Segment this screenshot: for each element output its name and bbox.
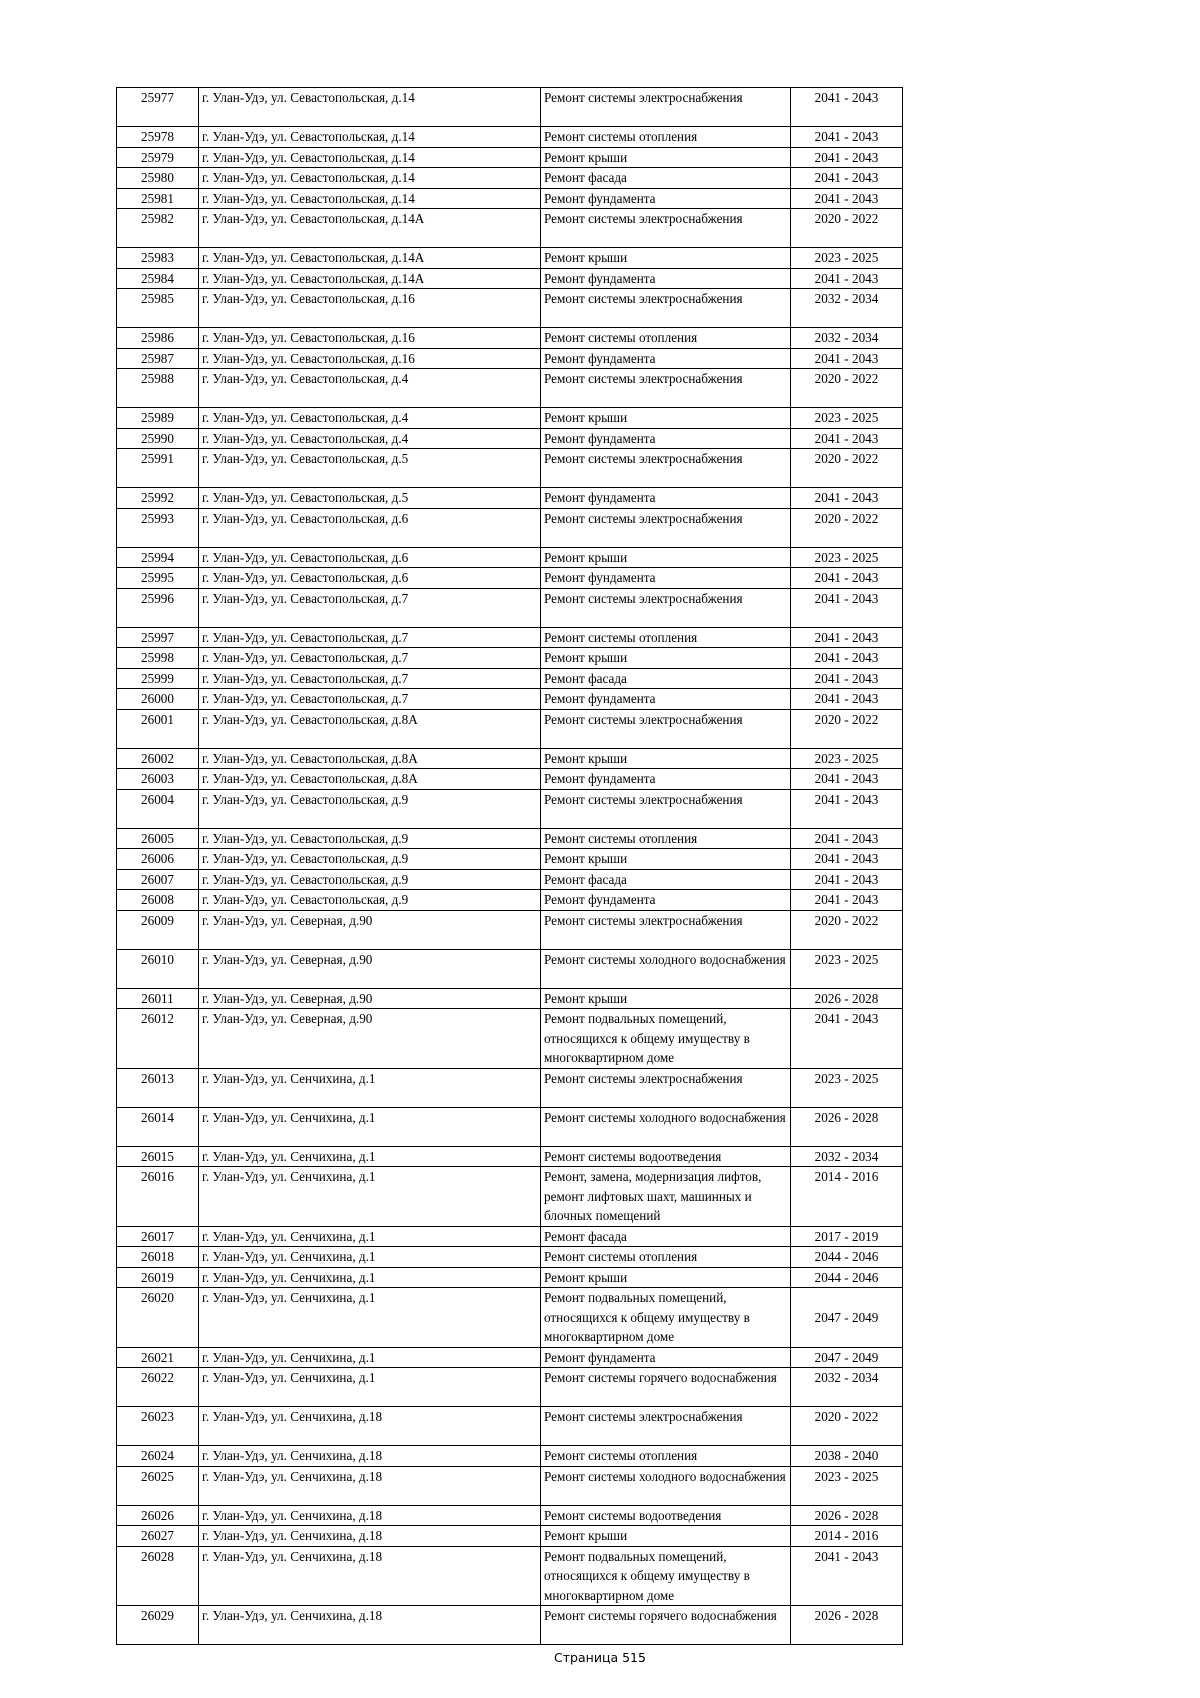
row-period: 2020 - 2022 bbox=[791, 709, 903, 748]
row-number: 26008 bbox=[117, 890, 199, 911]
row-period: 2041 - 2043 bbox=[791, 828, 903, 849]
row-period: 2041 - 2043 bbox=[791, 188, 903, 209]
row-work-type: Ремонт системы водоотведения bbox=[541, 1505, 791, 1526]
table-row bbox=[117, 869, 903, 890]
row-address: г. Улан-Удэ, ул. Севастопольская, д.4 bbox=[199, 369, 541, 408]
row-address: г. Улан-Удэ, ул. Сенчихина, д.1 bbox=[199, 1068, 541, 1107]
row-period: 2041 - 2043 bbox=[791, 127, 903, 148]
row-number: 25999 bbox=[117, 668, 199, 689]
table-row bbox=[117, 209, 903, 248]
row-address: г. Улан-Удэ, ул. Сенчихина, д.18 bbox=[199, 1407, 541, 1446]
row-address: г. Улан-Удэ, ул. Сенчихина, д.1 bbox=[199, 1226, 541, 1247]
row-number: 26016 bbox=[117, 1167, 199, 1227]
table-row bbox=[117, 1107, 903, 1146]
row-number: 26029 bbox=[117, 1606, 199, 1645]
table-row bbox=[117, 988, 903, 1009]
table-row bbox=[117, 849, 903, 870]
table-row bbox=[117, 147, 903, 168]
row-address: г. Улан-Удэ, ул. Северная, д.90 bbox=[199, 949, 541, 988]
row-work-type: Ремонт фундамента bbox=[541, 890, 791, 911]
row-work-type: Ремонт системы холодного водоснабжения bbox=[541, 1466, 791, 1505]
row-work-type: Ремонт фундамента bbox=[541, 428, 791, 449]
row-address: г. Улан-Удэ, ул. Сенчихина, д.1 bbox=[199, 1247, 541, 1268]
row-number: 25996 bbox=[117, 588, 199, 627]
row-work-type: Ремонт фундамента bbox=[541, 689, 791, 710]
row-number: 25986 bbox=[117, 328, 199, 349]
row-address: г. Улан-Удэ, ул. Севастопольская, д.8А bbox=[199, 709, 541, 748]
row-number: 25985 bbox=[117, 289, 199, 328]
row-address: г. Улан-Удэ, ул. Севастопольская, д.6 bbox=[199, 547, 541, 568]
row-work-type: Ремонт системы электроснабжения bbox=[541, 369, 791, 408]
table-row bbox=[117, 748, 903, 769]
table-row bbox=[117, 289, 903, 328]
row-number: 26006 bbox=[117, 849, 199, 870]
row-work-type: Ремонт крыши bbox=[541, 748, 791, 769]
row-number: 25979 bbox=[117, 147, 199, 168]
row-period: 2026 - 2028 bbox=[791, 988, 903, 1009]
row-number: 26020 bbox=[117, 1288, 199, 1348]
row-number: 26004 bbox=[117, 789, 199, 828]
row-period: 2041 - 2043 bbox=[791, 568, 903, 589]
row-work-type: Ремонт системы электроснабжения bbox=[541, 88, 791, 127]
row-work-type: Ремонт подвальных помещений, относящихся к общему имуществу в многоквартирном доме bbox=[541, 1288, 791, 1348]
table-body bbox=[117, 88, 903, 1645]
row-number: 26027 bbox=[117, 1526, 199, 1547]
row-number: 25989 bbox=[117, 408, 199, 429]
row-address: г. Улан-Удэ, ул. Севастопольская, д.6 bbox=[199, 568, 541, 589]
row-number: 25981 bbox=[117, 188, 199, 209]
row-address: г. Улан-Удэ, ул. Севастопольская, д.14А bbox=[199, 209, 541, 248]
table-row bbox=[117, 1226, 903, 1247]
row-number: 26003 bbox=[117, 769, 199, 790]
row-number: 25991 bbox=[117, 449, 199, 488]
row-work-type: Ремонт системы горячего водоснабжения bbox=[541, 1368, 791, 1407]
row-number: 26002 bbox=[117, 748, 199, 769]
row-work-type: Ремонт системы отопления bbox=[541, 627, 791, 648]
row-period: 2023 - 2025 bbox=[791, 547, 903, 568]
row-period: 2023 - 2025 bbox=[791, 748, 903, 769]
row-work-type: Ремонт крыши bbox=[541, 547, 791, 568]
table-row bbox=[117, 689, 903, 710]
row-work-type: Ремонт системы электроснабжения bbox=[541, 789, 791, 828]
row-work-type: Ремонт системы электроснабжения bbox=[541, 209, 791, 248]
row-number: 25997 bbox=[117, 627, 199, 648]
row-work-type: Ремонт крыши bbox=[541, 147, 791, 168]
row-address: г. Улан-Удэ, ул. Севастопольская, д.14 bbox=[199, 88, 541, 127]
row-address: г. Улан-Удэ, ул. Севастопольская, д.9 bbox=[199, 869, 541, 890]
row-work-type: Ремонт системы горячего водоснабжения bbox=[541, 1606, 791, 1645]
row-period: 2044 - 2046 bbox=[791, 1267, 903, 1288]
table-row bbox=[117, 627, 903, 648]
row-address: г. Улан-Удэ, ул. Севастопольская, д.5 bbox=[199, 449, 541, 488]
row-address: г. Улан-Удэ, ул. Севастопольская, д.7 bbox=[199, 689, 541, 710]
row-work-type: Ремонт крыши bbox=[541, 1267, 791, 1288]
row-address: г. Улан-Удэ, ул. Сенчихина, д.1 bbox=[199, 1167, 541, 1227]
table-row bbox=[117, 949, 903, 988]
table-row bbox=[117, 268, 903, 289]
table-row bbox=[117, 127, 903, 148]
row-period: 2032 - 2034 bbox=[791, 1368, 903, 1407]
table-row bbox=[117, 1526, 903, 1547]
row-number: 26007 bbox=[117, 869, 199, 890]
row-period: 2041 - 2043 bbox=[791, 428, 903, 449]
row-work-type: Ремонт крыши bbox=[541, 248, 791, 269]
table-row bbox=[117, 369, 903, 408]
row-period: 2020 - 2022 bbox=[791, 449, 903, 488]
row-number: 26015 bbox=[117, 1146, 199, 1167]
row-number: 25983 bbox=[117, 248, 199, 269]
row-period: 2026 - 2028 bbox=[791, 1505, 903, 1526]
row-address: г. Улан-Удэ, ул. Севастопольская, д.7 bbox=[199, 588, 541, 627]
row-period: 2041 - 2043 bbox=[791, 869, 903, 890]
table-row bbox=[117, 709, 903, 748]
row-address: г. Улан-Удэ, ул. Сенчихина, д.1 bbox=[199, 1107, 541, 1146]
row-address: г. Улан-Удэ, ул. Сенчихина, д.18 bbox=[199, 1505, 541, 1526]
row-work-type: Ремонт системы отопления bbox=[541, 1247, 791, 1268]
row-number: 26009 bbox=[117, 910, 199, 949]
row-address: г. Улан-Удэ, ул. Севастопольская, д.7 bbox=[199, 627, 541, 648]
row-address: г. Улан-Удэ, ул. Северная, д.90 bbox=[199, 1009, 541, 1069]
row-period: 2041 - 2043 bbox=[791, 1546, 903, 1606]
row-address: г. Улан-Удэ, ул. Севастопольская, д.4 bbox=[199, 428, 541, 449]
row-work-type: Ремонт крыши bbox=[541, 648, 791, 669]
row-work-type: Ремонт фасада bbox=[541, 168, 791, 189]
row-period: 2023 - 2025 bbox=[791, 248, 903, 269]
table-row bbox=[117, 1546, 903, 1606]
row-period: 2020 - 2022 bbox=[791, 508, 903, 547]
table-row bbox=[117, 428, 903, 449]
row-number: 26010 bbox=[117, 949, 199, 988]
table-row bbox=[117, 348, 903, 369]
row-work-type: Ремонт системы электроснабжения bbox=[541, 289, 791, 328]
table-row bbox=[117, 1368, 903, 1407]
row-work-type: Ремонт фасада bbox=[541, 668, 791, 689]
table-row bbox=[117, 488, 903, 509]
row-number: 26011 bbox=[117, 988, 199, 1009]
table-row bbox=[117, 648, 903, 669]
row-number: 26012 bbox=[117, 1009, 199, 1069]
row-work-type: Ремонт системы отопления bbox=[541, 1446, 791, 1467]
row-address: г. Улан-Удэ, ул. Севастопольская, д.16 bbox=[199, 289, 541, 328]
row-address: г. Улан-Удэ, ул. Сенчихина, д.1 bbox=[199, 1347, 541, 1368]
row-period: 2041 - 2043 bbox=[791, 769, 903, 790]
row-number: 26000 bbox=[117, 689, 199, 710]
row-period: 2044 - 2046 bbox=[791, 1247, 903, 1268]
row-period: 2041 - 2043 bbox=[791, 147, 903, 168]
row-number: 25990 bbox=[117, 428, 199, 449]
row-address: г. Улан-Удэ, ул. Северная, д.90 bbox=[199, 910, 541, 949]
row-address: г. Улан-Удэ, ул. Севастопольская, д.9 bbox=[199, 849, 541, 870]
row-period: 2023 - 2025 bbox=[791, 408, 903, 429]
row-number: 26018 bbox=[117, 1247, 199, 1268]
row-number: 25984 bbox=[117, 268, 199, 289]
row-number: 25998 bbox=[117, 648, 199, 669]
row-period: 2041 - 2043 bbox=[791, 689, 903, 710]
table-row bbox=[117, 568, 903, 589]
table-row bbox=[117, 449, 903, 488]
row-number: 26017 bbox=[117, 1226, 199, 1247]
row-address: г. Улан-Удэ, ул. Севастопольская, д.9 bbox=[199, 789, 541, 828]
row-period: 2041 - 2043 bbox=[791, 268, 903, 289]
row-address: г. Улан-Удэ, ул. Северная, д.90 bbox=[199, 988, 541, 1009]
row-work-type: Ремонт системы холодного водоснабжения bbox=[541, 1107, 791, 1146]
table-row bbox=[117, 1407, 903, 1446]
row-address: г. Улан-Удэ, ул. Севастопольская, д.16 bbox=[199, 348, 541, 369]
row-address: г. Улан-Удэ, ул. Севастопольская, д.9 bbox=[199, 890, 541, 911]
row-work-type: Ремонт фундамента bbox=[541, 568, 791, 589]
table-row bbox=[117, 769, 903, 790]
row-address: г. Улан-Удэ, ул. Севастопольская, д.8А bbox=[199, 748, 541, 769]
row-address: г. Улан-Удэ, ул. Севастопольская, д.14 bbox=[199, 188, 541, 209]
row-period: 2017 - 2019 bbox=[791, 1226, 903, 1247]
row-address: г. Улан-Удэ, ул. Сенчихина, д.18 bbox=[199, 1606, 541, 1645]
table-row bbox=[117, 1446, 903, 1467]
row-period: 2041 - 2043 bbox=[791, 488, 903, 509]
row-period: 2020 - 2022 bbox=[791, 1407, 903, 1446]
row-number: 25987 bbox=[117, 348, 199, 369]
table-row bbox=[117, 188, 903, 209]
row-number: 26024 bbox=[117, 1446, 199, 1467]
row-address: г. Улан-Удэ, ул. Севастопольская, д.4 bbox=[199, 408, 541, 429]
row-work-type: Ремонт крыши bbox=[541, 849, 791, 870]
row-period: 2020 - 2022 bbox=[791, 209, 903, 248]
row-address: г. Улан-Удэ, ул. Сенчихина, д.18 bbox=[199, 1446, 541, 1467]
row-number: 26014 bbox=[117, 1107, 199, 1146]
table-row bbox=[117, 168, 903, 189]
row-address: г. Улан-Удэ, ул. Севастопольская, д.7 bbox=[199, 648, 541, 669]
row-work-type: Ремонт системы отопления bbox=[541, 127, 791, 148]
table-row bbox=[117, 508, 903, 547]
row-period: 2041 - 2043 bbox=[791, 668, 903, 689]
row-work-type: Ремонт системы электроснабжения bbox=[541, 910, 791, 949]
table-row bbox=[117, 88, 903, 127]
table-row bbox=[117, 1267, 903, 1288]
row-number: 26028 bbox=[117, 1546, 199, 1606]
row-work-type: Ремонт, замена, модернизация лифтов, ремонт лифтовых шахт, машинных и блочных помещений bbox=[541, 1167, 791, 1227]
row-period: 2041 - 2043 bbox=[791, 627, 903, 648]
row-period: 2041 - 2043 bbox=[791, 168, 903, 189]
row-work-type: Ремонт фундамента bbox=[541, 188, 791, 209]
table-row bbox=[117, 1606, 903, 1645]
row-address: г. Улан-Удэ, ул. Севастопольская, д.14 bbox=[199, 147, 541, 168]
row-number: 25988 bbox=[117, 369, 199, 408]
row-work-type: Ремонт фасада bbox=[541, 1226, 791, 1247]
table-row bbox=[117, 408, 903, 429]
table-row bbox=[117, 588, 903, 627]
row-address: г. Улан-Удэ, ул. Севастопольская, д.14А bbox=[199, 248, 541, 269]
table-row bbox=[117, 248, 903, 269]
row-period: 2020 - 2022 bbox=[791, 910, 903, 949]
row-number: 25994 bbox=[117, 547, 199, 568]
row-period: 2047 - 2049 bbox=[791, 1288, 903, 1348]
row-number: 26013 bbox=[117, 1068, 199, 1107]
table-row bbox=[117, 1009, 903, 1069]
row-address: г. Улан-Удэ, ул. Сенчихина, д.1 bbox=[199, 1288, 541, 1348]
row-work-type: Ремонт системы отопления bbox=[541, 328, 791, 349]
table-row bbox=[117, 828, 903, 849]
table-row bbox=[117, 1167, 903, 1227]
row-period: 2038 - 2040 bbox=[791, 1446, 903, 1467]
row-work-type: Ремонт крыши bbox=[541, 408, 791, 429]
row-number: 26001 bbox=[117, 709, 199, 748]
row-work-type: Ремонт системы холодного водоснабжения bbox=[541, 949, 791, 988]
page-number: Страница 515 bbox=[554, 1650, 646, 1665]
row-address: г. Улан-Удэ, ул. Севастопольская, д.9 bbox=[199, 828, 541, 849]
row-work-type: Ремонт системы электроснабжения bbox=[541, 449, 791, 488]
row-address: г. Улан-Удэ, ул. Севастопольская, д.14 bbox=[199, 127, 541, 148]
row-address: г. Улан-Удэ, ул. Сенчихина, д.1 bbox=[199, 1368, 541, 1407]
table-row bbox=[117, 1347, 903, 1368]
table-row bbox=[117, 328, 903, 349]
table-row bbox=[117, 1505, 903, 1526]
row-work-type: Ремонт фундамента bbox=[541, 348, 791, 369]
row-period: 2032 - 2034 bbox=[791, 289, 903, 328]
table-row bbox=[117, 789, 903, 828]
row-work-type: Ремонт фундамента bbox=[541, 769, 791, 790]
row-work-type: Ремонт фасада bbox=[541, 869, 791, 890]
row-address: г. Улан-Удэ, ул. Сенчихина, д.18 bbox=[199, 1546, 541, 1606]
table-row bbox=[117, 910, 903, 949]
row-period: 2032 - 2034 bbox=[791, 1146, 903, 1167]
row-address: г. Улан-Удэ, ул. Сенчихина, д.18 bbox=[199, 1526, 541, 1547]
row-work-type: Ремонт фундамента bbox=[541, 1347, 791, 1368]
row-period: 2014 - 2016 bbox=[791, 1167, 903, 1227]
row-work-type: Ремонт подвальных помещений, относящихся к общему имуществу в многоквартирном доме bbox=[541, 1009, 791, 1069]
row-number: 25978 bbox=[117, 127, 199, 148]
row-address: г. Улан-Удэ, ул. Севастопольская, д.5 bbox=[199, 488, 541, 509]
row-address: г. Улан-Удэ, ул. Севастопольская, д.14А bbox=[199, 268, 541, 289]
table-row bbox=[117, 1466, 903, 1505]
row-address: г. Улан-Удэ, ул. Сенчихина, д.18 bbox=[199, 1466, 541, 1505]
row-period: 2026 - 2028 bbox=[791, 1606, 903, 1645]
row-work-type: Ремонт системы водоотведения bbox=[541, 1146, 791, 1167]
table-row bbox=[117, 668, 903, 689]
row-period: 2023 - 2025 bbox=[791, 949, 903, 988]
row-number: 26025 bbox=[117, 1466, 199, 1505]
row-period: 2023 - 2025 bbox=[791, 1068, 903, 1107]
row-address: г. Улан-Удэ, ул. Сенчихина, д.1 bbox=[199, 1267, 541, 1288]
row-period: 2047 - 2049 bbox=[791, 1347, 903, 1368]
row-number: 25977 bbox=[117, 88, 199, 127]
row-period: 2041 - 2043 bbox=[791, 648, 903, 669]
row-work-type: Ремонт фундамента bbox=[541, 488, 791, 509]
row-number: 26019 bbox=[117, 1267, 199, 1288]
table-row bbox=[117, 1068, 903, 1107]
row-work-type: Ремонт системы электроснабжения bbox=[541, 709, 791, 748]
row-address: г. Улан-Удэ, ул. Севастопольская, д.16 bbox=[199, 328, 541, 349]
row-number: 25980 bbox=[117, 168, 199, 189]
row-period: 2026 - 2028 bbox=[791, 1107, 903, 1146]
table-row bbox=[117, 547, 903, 568]
row-period: 2032 - 2034 bbox=[791, 328, 903, 349]
table-row bbox=[117, 1288, 903, 1348]
row-work-type: Ремонт крыши bbox=[541, 1526, 791, 1547]
row-work-type: Ремонт крыши bbox=[541, 988, 791, 1009]
row-period: 2041 - 2043 bbox=[791, 88, 903, 127]
row-period: 2020 - 2022 bbox=[791, 369, 903, 408]
row-work-type: Ремонт системы электроснабжения bbox=[541, 1068, 791, 1107]
row-address: г. Улан-Удэ, ул. Севастопольская, д.14 bbox=[199, 168, 541, 189]
table-row bbox=[117, 1146, 903, 1167]
row-period: 2041 - 2043 bbox=[791, 789, 903, 828]
row-period: 2041 - 2043 bbox=[791, 890, 903, 911]
row-number: 25993 bbox=[117, 508, 199, 547]
row-number: 26023 bbox=[117, 1407, 199, 1446]
row-number: 26022 bbox=[117, 1368, 199, 1407]
row-work-type: Ремонт системы электроснабжения bbox=[541, 1407, 791, 1446]
row-address: г. Улан-Удэ, ул. Севастопольская, д.7 bbox=[199, 668, 541, 689]
row-number: 26021 bbox=[117, 1347, 199, 1368]
row-period: 2041 - 2043 bbox=[791, 348, 903, 369]
row-period: 2041 - 2043 bbox=[791, 1009, 903, 1069]
row-period: 2023 - 2025 bbox=[791, 1466, 903, 1505]
table-row bbox=[117, 890, 903, 911]
row-number: 25992 bbox=[117, 488, 199, 509]
row-period: 2014 - 2016 bbox=[791, 1526, 903, 1547]
row-work-type: Ремонт системы электроснабжения bbox=[541, 508, 791, 547]
row-work-type: Ремонт фундамента bbox=[541, 268, 791, 289]
row-work-type: Ремонт системы электроснабжения bbox=[541, 588, 791, 627]
row-number: 26026 bbox=[117, 1505, 199, 1526]
row-address: г. Улан-Удэ, ул. Севастопольская, д.8А bbox=[199, 769, 541, 790]
row-period: 2041 - 2043 bbox=[791, 588, 903, 627]
row-number: 26005 bbox=[117, 828, 199, 849]
row-address: г. Улан-Удэ, ул. Сенчихина, д.1 bbox=[199, 1146, 541, 1167]
row-period: 2041 - 2043 bbox=[791, 849, 903, 870]
row-work-type: Ремонт подвальных помещений, относящихся к общему имуществу в многоквартирном доме bbox=[541, 1546, 791, 1606]
row-work-type: Ремонт системы отопления bbox=[541, 828, 791, 849]
row-number: 25982 bbox=[117, 209, 199, 248]
row-address: г. Улан-Удэ, ул. Севастопольская, д.6 bbox=[199, 508, 541, 547]
row-number: 25995 bbox=[117, 568, 199, 589]
table-row bbox=[117, 1247, 903, 1268]
repair-schedule-table bbox=[116, 87, 903, 1645]
